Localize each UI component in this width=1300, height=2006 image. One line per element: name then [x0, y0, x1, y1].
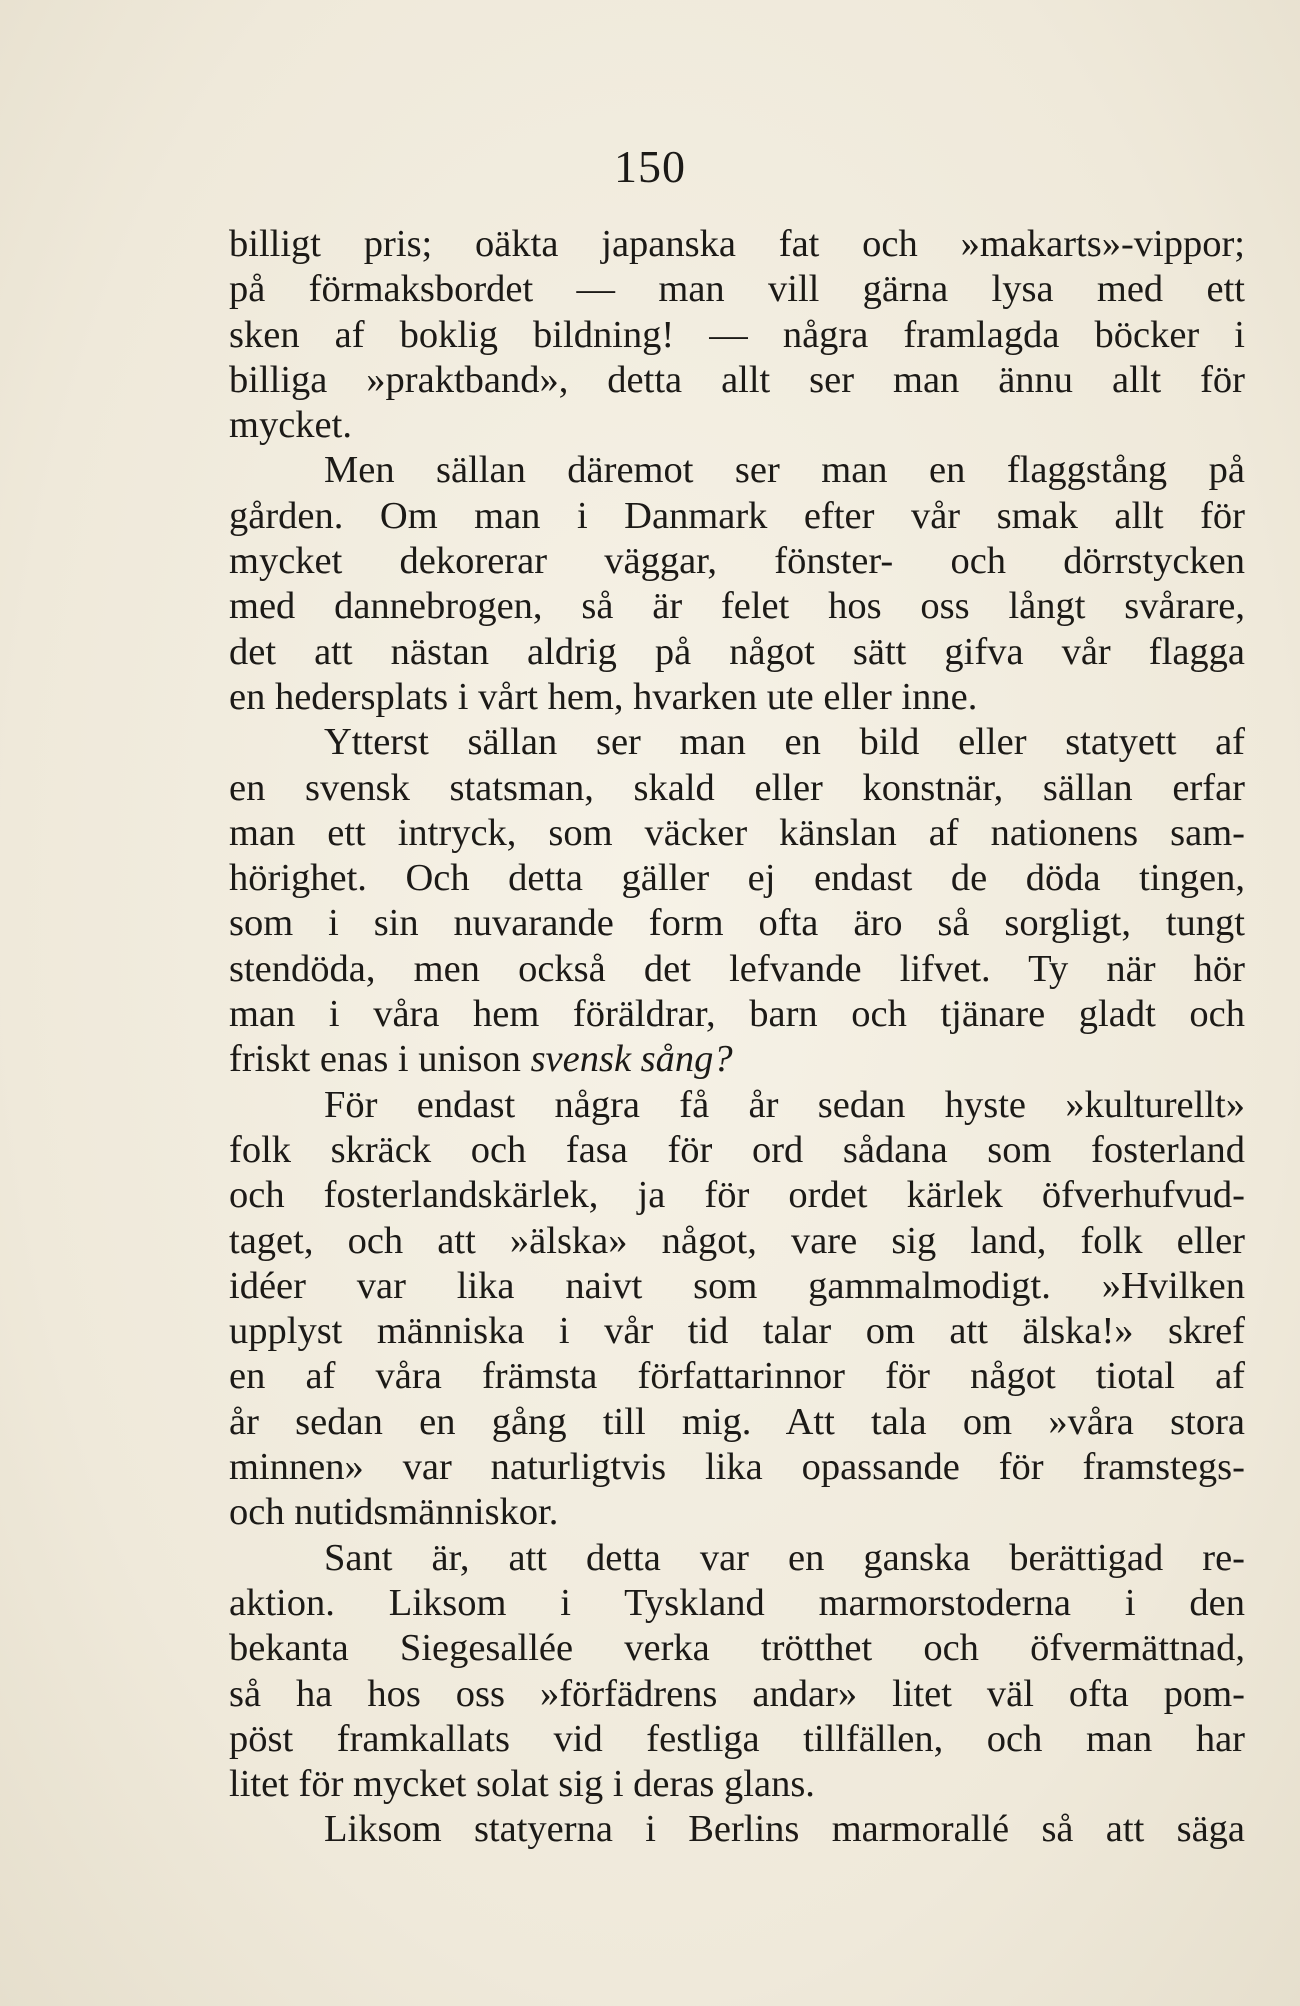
text-line-content: Liksom statyerna i Berlins marmorallé så att säga — [324, 1808, 1245, 1851]
text-line-content: stendöda, men också det lefvande lifvet. Ty när hör — [229, 947, 1245, 990]
text-line — [229, 630, 1245, 675]
text-line — [229, 539, 1245, 584]
text-line — [229, 1354, 1245, 1399]
text-line-content: år sedan en gång till mig. Att tala om »våra stora — [229, 1400, 1245, 1443]
text-line-content: man ett intryck, som väcker känslan af nationens sam- — [229, 811, 1245, 854]
text-line — [229, 1400, 1245, 1445]
text-line — [229, 1309, 1245, 1354]
text-line-content: taget, och att »älska» något, vare sig land, folk eller — [229, 1219, 1245, 1262]
text-line-content: så ha hos oss »förfädrens andar» litet väl ofta pom- — [229, 1672, 1245, 1715]
text-line-content: upplyst människa i vår tid talar om att älska!» skref — [229, 1310, 1245, 1353]
text-line-content: sken af boklig bildning! — några framlagda böcker i — [229, 313, 1245, 356]
text-line — [229, 494, 1245, 539]
text-line-content: en hedersplats i vårt hem, hvarken ute eller inne. — [229, 675, 978, 718]
text-line — [229, 675, 1245, 720]
text-line-content: en af våra främsta författarinnor för något tiotal af — [229, 1355, 1245, 1398]
text-line — [229, 947, 1245, 992]
text-line — [229, 267, 1245, 312]
text-line — [229, 1219, 1245, 1264]
text-line — [229, 313, 1245, 358]
text-line-content: en svensk statsman, skald eller konstnär, sällan erfar — [229, 766, 1245, 809]
text-line-content: hörighet. Och detta gäller ej endast de döda tingen, — [229, 857, 1245, 900]
text-line — [229, 1762, 1245, 1807]
text-line-content: och fosterlandskärlek, ja för ordet kärlek öfverhufvud- — [229, 1174, 1245, 1217]
page-number: 150 — [614, 141, 686, 192]
text-line-content: Men sällan däremot ser man en flaggstång på — [324, 449, 1245, 492]
text-line-content: mycket. — [229, 404, 352, 447]
text-line — [229, 1037, 1245, 1082]
text-line — [229, 584, 1245, 629]
text-line-content: man i våra hem föräldrar, barn och tjänare gladt och — [229, 993, 1245, 1036]
text-line-content: på förmaksbordet — man vill gärna lysa med ett — [229, 268, 1245, 311]
text-line — [229, 1807, 1245, 1852]
text-line — [229, 1128, 1245, 1173]
text-line — [229, 1083, 1245, 1128]
italic-phrase: svensk sång? — [530, 1038, 733, 1081]
text-line-content: det att nästan aldrig på något sätt gifva vår flagga — [229, 630, 1245, 673]
text-line-content: aktion. Liksom i Tyskland marmorstoderna i den — [229, 1581, 1245, 1624]
text-line-content: idéer var lika naivt som gammalmodigt. »Hvilken — [229, 1264, 1245, 1307]
text-line-content: som i sin nuvarande form ofta äro så sorgligt, tungt — [229, 902, 1245, 945]
text-line — [229, 1626, 1245, 1671]
text-line-content: Ytterst sällan ser man en bild eller statyett af — [324, 721, 1245, 764]
text-line-content: Sant är, att detta var en ganska berättigad re- — [324, 1536, 1245, 1579]
text-line — [229, 992, 1245, 1037]
text-line-content: För endast några få år sedan hyste »kulturellt» — [324, 1083, 1245, 1126]
text-line — [229, 766, 1245, 811]
text-line-content: bekanta Siegesallée verka trötthet och öfvermättnad, — [229, 1627, 1245, 1670]
text-line-content: billigt pris; oäkta japanska fat och »makarts»-vippor; — [229, 223, 1245, 265]
text-line — [229, 1264, 1245, 1309]
text-line — [229, 856, 1245, 901]
text-line — [229, 1536, 1245, 1581]
text-line-content: friskt enas i unison — [229, 1038, 531, 1081]
text-line — [229, 720, 1245, 765]
text-line — [229, 358, 1245, 403]
text-line — [229, 1445, 1245, 1490]
text-line — [229, 1672, 1245, 1717]
text-line-content: billiga »praktband», detta allt ser man ännu allt för — [229, 358, 1245, 401]
text-line-content: pöst framkallats vid festliga tillfällen, och man har — [229, 1717, 1245, 1760]
text-line — [229, 1173, 1245, 1218]
text-line-content: och nutidsmänniskor. — [229, 1491, 559, 1534]
text-line — [229, 811, 1245, 856]
body-text — [229, 222, 1245, 1853]
text-line — [229, 901, 1245, 946]
text-line — [229, 403, 1245, 448]
text-line — [229, 222, 1245, 267]
text-line — [229, 1490, 1245, 1535]
text-line-content: litet för mycket solat sig i deras glans. — [229, 1763, 815, 1806]
text-line-content: folk skräck och fasa för ord sådana som fosterland — [229, 1128, 1245, 1171]
text-line-content: med dannebrogen, så är felet hos oss långt svårare, — [229, 585, 1245, 628]
text-line — [229, 1717, 1245, 1762]
text-line — [229, 1581, 1245, 1626]
text-line-content: minnen» var naturligtvis lika opassande för framstegs- — [229, 1446, 1245, 1489]
text-line-content: mycket dekorerar väggar, fönster- och dörrstycken — [229, 540, 1245, 583]
text-line-content: gården. Om man i Danmark efter vår smak allt för — [229, 494, 1245, 537]
text-line — [229, 448, 1245, 493]
